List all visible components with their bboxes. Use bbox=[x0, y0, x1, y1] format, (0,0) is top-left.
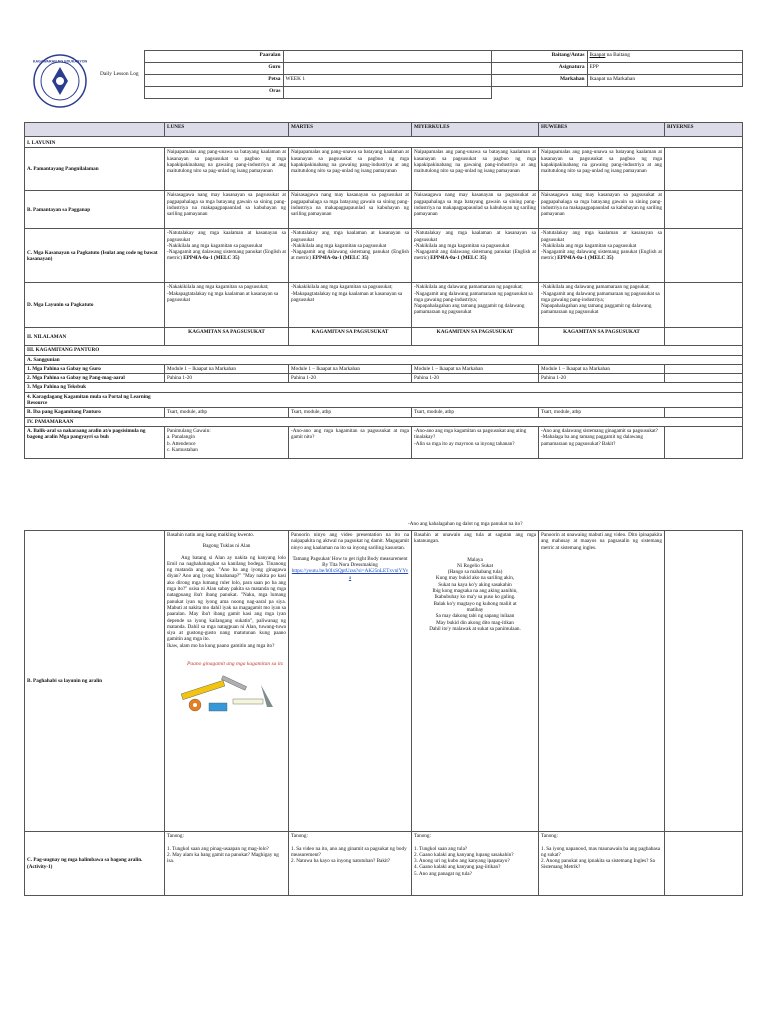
day-header-miyerkules: MIYERKULES bbox=[412, 123, 539, 137]
cell-uugnay-miyerkules: Tanong: 1. Tungkol saan ang tula? 2. Gaano kalaki ang kanyang lupang sasakahin? 3. Anong uri ng kubo ang kanyang ipapatayo? 4. Gaano kalaki ang kanyang pag-iitikan? 5. Ano ang panagat ng tula? bbox=[412, 832, 539, 896]
value-oras bbox=[283, 87, 491, 99]
day-header-lunes: LUNES bbox=[165, 123, 289, 137]
cell-iba-martes: Tsart, module, atbp bbox=[289, 408, 412, 417]
cell-kasanayan-miyerkules: -Natutalakay ang mga kaalaman at kasanayan sa pagsusukat -Nakikilala ang mga kagamitan sa pagsusukat -Nagagamit ang dalawang sistemang panukat (English at metric) EPP4IA-0a-1 (MELC 35) bbox=[412, 229, 539, 283]
cell-pahina-huwebes: Pahina 1-20 bbox=[539, 374, 665, 383]
cell-module-martes: Module 1 – Ikaapat na Markahan bbox=[289, 364, 412, 373]
value-petsa: WEEK 1 bbox=[283, 75, 491, 87]
day-header-blank bbox=[25, 123, 165, 137]
cell-nilalaman-martes: KAGAMITAN SA PAGSUSUKAT bbox=[289, 328, 412, 346]
cell-paghahabi-lunes: Basahin natin ang isang maikling kwento. Bagong Tuklas ni Alan Ang batang si Alan ay nakita ng kanyang lolo Emil na naghahalungkat sa kanilang bodega. Tinanong ng matanda ang apo. "Ano ba ang iyong ginagawa diyan? Ano ang iyong hinahanap?" "May nakita po kasi ako dirong mga lumang ruler lolo, para saan po ba ang mga ito?" usisa ni Alan sabay pakita sa matanda ng mga natagpuang iba't ibang panukat. "Naku, mga lumang panukat iyan ng iyong ama noong nag-aaral pa siya. Mabuti at nakita mo dahil iyak na magagamit mo iyan sa paaralan. May iba't ibang gamit kasi ang mga iyan depende sa iyong kailangang sukatin", paliwanag ng matanda. Dahil sa mga natagpuan ni Alan, tuwang-tuwa siya at gustong-gusto nang matutunan kung paano gamitin ang mga ito. Ikaw, alam mo ba kung paano gamitin ang mga ito? Paano ginagamit ang mga kagamitan sa ito? bbox=[165, 531, 289, 832]
day-header-martes: MARTES bbox=[289, 123, 412, 137]
label-asignatura: Asignatura bbox=[491, 63, 587, 75]
cell-balik-biyernes bbox=[665, 426, 743, 458]
row-label-pag-uugnay: C. Pag-uugnay ng mga halimbawa sa bagong aralin. (Activity-1) bbox=[25, 832, 165, 896]
section-pamamaraan: IV. PAMAMARAAN bbox=[25, 417, 743, 426]
value-asignatura: EPP bbox=[587, 63, 742, 75]
cell-pagganap-martes: Naisasagawa nang may kasanayan sa pagsusukat at pagpapahalaga sa mga batayang gawain sa sining pang-industriya na makapagpapaunlad sa kabuhayan ng sariling pamayanan bbox=[289, 191, 412, 229]
cell-uugnay-martes: Tanong: 1. Sa video na ito, ano ang ginamit sa pagsukat ng body measurement? 2. Natuwa ba kayo sa inyong natutuhan? Bakit? bbox=[289, 832, 412, 896]
row-label-layunin-pagkatuto: D. Mga Layunin sa Pagkatuto bbox=[25, 283, 165, 328]
cell-nilalaman-biyernes bbox=[665, 328, 743, 346]
section-kagamitan: III. KAGAMITANG PANTURO bbox=[25, 346, 743, 355]
cell-module-biyernes bbox=[665, 364, 743, 373]
cell-pagganap-biyernes bbox=[665, 191, 743, 229]
row-label-teksbuk: 3. Mga Pahina ng Teksbuk bbox=[25, 383, 743, 392]
lesson-table bbox=[24, 122, 743, 459]
seal-lettering: KAGAWARAN NG EDUKASYON bbox=[32, 59, 88, 64]
cell-paghahabi-miyerkules: Basahin at unawain ang tula at sagutan ang mga katanungan. Malaya Ni Rogelio Sukat (Hango sa mahabang tula) Kung may bukid ako na sariling akin, Sukat na kaya ko'y aking sasakahin Ibig kong magsaka na ang aking aanihin, Ikabubuhay ko ma'y sa puso ko galing. Balak ko'y magtayo ng kubong maliit at matibay Sa may dakong tabi ng sapang inilaan May bukid din akong dito mag-itikan Dahil ito'y malawak at sukat sa panimulaan. bbox=[412, 531, 539, 832]
cell-nilalaman-lunes: KAGAMITAN SA PAGSUSUKAT bbox=[165, 328, 289, 346]
cell-balik-huwebes: -Ano ang dalawang sistemang ginagamit sa pagsusukat? -Mahalaga ba ang tamang paggamit ng dalawang pamamaraan ng pagsusukat? Bakit? bbox=[539, 426, 665, 458]
label-baitang: Baitang/Antas bbox=[491, 51, 587, 63]
cell-layunin-miyerkules: -Nakikilala ang dalawang pamamaraan ng pagsukat; -Nagagamit ang dalawang pamamaraan ng pagsusukat sa mga gawaing pang-industriya; Napapahalagahan ang tamang paggamit ng dalawang pamamaraan ng pagsusukat bbox=[412, 283, 539, 328]
cell-pahina-miyerkules: Pahina 1-20 bbox=[412, 374, 539, 383]
cell-nilalaman-miyerkules: KAGAMITAN SA PAGSUSUKAT bbox=[412, 328, 539, 346]
story-text: Ang batang si Alan ay nakita ng kanyang lolo Emil na naghahalungkat sa kanilang bodega. Tinanong ng matanda ang apo. "Ano ba ang iyong ginagawa diyan? Ano ang iyong hinahanap?" "May nakita po kasi ako dirong mga lumang ruler lolo, para saan po ba ang mga ito?" usisa ni Alan sabay pakita sa matanda ng mga natagpuang iba't ibang panukat. "Naku, mga lumang panukat iyan ng iyong ama noong nag-aaral pa siya. Mabuti at nakita mo dahil iyak na magagamit mo iyan sa paaralan. May iba't ibang gamit kasi ang mga iyan depende sa iyong kailangang sukatin", paliwanag ng matanda. Dahil sa mga natagpuan ni Alan, tuwang-tuwa siya at gustong-gusto nang matutunan kung paano gamitin ang mga ito. Ikaw, alam mo ba kung paano gamitin ang mga ito? bbox=[167, 554, 286, 649]
row-label-iba-pang: B. Iba pang Kagamitang Panturo bbox=[25, 408, 165, 417]
cell-module-huwebes: Module 1 – Ikaapat na Markahan bbox=[539, 364, 665, 373]
header-table bbox=[24, 50, 743, 99]
row-label-nilalaman: II. NILALAMAN bbox=[25, 328, 165, 346]
cell-pamantayang-lunes: Naipapamalas ang pang-unawa sa batayang kaalaman at kasanayan sa pagsusukat sa pagbuo ng mga kapakipakinabang na gawaing pang-industriya at ang maitutulong nito sa pag-unlad ng isang pamayanan bbox=[165, 148, 289, 191]
section-layunin: I. LAYUNIN bbox=[25, 137, 743, 148]
cell-kasanayan-biyernes bbox=[665, 229, 743, 283]
cell-layunin-martes: -Nakakikilala ang mga kagamitan sa pagsusukat; -Makapagtatalakay ng mga kaalaman at kasanayan sa pagsusukat bbox=[289, 283, 412, 328]
cell-pagganap-huwebes: Naisasagawa nang may kasanayan sa pagsusukat at pagpapahalaga sa mga batayang gawain sa sining pang-industriya na makapagpapaunlad sa kabuhayan ng sariling pamayanan bbox=[539, 191, 665, 229]
cell-pamantayang-huwebes: Naipapamalas ang pang-unawa sa batayang kaalaman at kasanayan sa pagsusukat sa pagbuo ng mga kapakipakinabang na gawaing pang-industriya at ang maitutulong nito sa pag-unlad ng isang pamayanan bbox=[539, 148, 665, 191]
cell-pagganap-miyerkules: Naisasagawa nang may kasanayan sa pagsusukat at pagpapahalaga sa mga batayang gawain sa sining pang-industriya na makapagpapaunlad sa kabuhayan ng sariling pamayanan bbox=[412, 191, 539, 229]
cell-paghahabi-biyernes bbox=[665, 531, 743, 832]
lesson-table-continued bbox=[24, 530, 743, 896]
cell-pamantayang-martes: Naipapamalas ang pang-unawa sa batayang kaalaman at kasanayan sa pagsusukat sa pagbuo ng mga kapakipakinabang na gawaing pang-industriya at ang maitutulong nito sa pag-unlad ng isang pamayanan bbox=[289, 148, 412, 191]
row-label-pamantayang-pangnilalaman: A. Pamantayang Pangnilalaman bbox=[25, 148, 165, 191]
section-sanggunian: A. Sanggunian bbox=[25, 355, 743, 364]
cell-pagganap-lunes: Naisasagawa nang may kasanayan sa pagsusukat at pagpapahalaga sa mga batayang gawain sa sining pang-industriya na makapagpapaunlad sa kabuhayan ng sariling pamayanan bbox=[165, 191, 289, 229]
cell-balik-martes: -Ano-ano ang mga kagamitan sa pagsusukat at mga gamit nito? bbox=[289, 426, 412, 458]
cell-paghahabi-martes: Panoorin ninyo ang video presentation na ito na naipapakita ng aktwal na pagsukat ng damit. Magagamit ninyo ang kaalaman na ito sa inyong sariling kasuotan. Tamang Pagsukat/ How to get right Body measurement By Tita Nora Dressmaking https://youtu.be/h0IxSQptUzss?si=AK25nLETxvnlYYva bbox=[289, 531, 412, 832]
label-oras: Oras bbox=[144, 87, 283, 99]
story-title: Bagong Tuklas ni Alan bbox=[202, 543, 251, 550]
cell-layunin-lunes: -Nakakikilala ang mga kagamitan sa pagsusukat; -Makapagtatalakay ng mga kaalaman at kasanayan sa pagsusukat bbox=[165, 283, 289, 328]
value-baitang: Ikaapat na Baitang bbox=[587, 51, 742, 63]
video-link[interactable]: https://youtu.be/h0IxSQptUzss?si=AK25nLETxvnlYYva bbox=[291, 568, 409, 581]
cell-layunin-huwebes: -Nakikilala ang dalawang pamamaraan ng pagsukat; -Nagagamit ang dalawang pamamaraan ng pagsusukat sa mga gawaing pang-industriya; Napapahalagahan ang tamang paggamit ng dalawang pamamaraan ng pagsusukat bbox=[539, 283, 665, 328]
cell-uugnay-biyernes bbox=[665, 832, 743, 896]
day-header-huwebes: HUWEBES bbox=[539, 123, 665, 137]
row-label-kasanayan: C. Mga Kasanayan sa Pagkatuto (Isulat ang code ng bawat kasanayan) bbox=[25, 229, 165, 283]
cell-nilalaman-huwebes: KAGAMITAN SA PAGSUSUKAT bbox=[539, 328, 665, 346]
cell-pamantayang-miyerkules: Naipapamalas ang pang-unawa sa batayang kaalaman at kasanayan sa pagsusukat sa pagbuo ng mga kapakipakinabang na gawaing pang-industriya at ang maitutulong nito sa pag-unlad ng isang pamayanan bbox=[412, 148, 539, 191]
cell-iba-huwebes: Tsart, module, atbp bbox=[539, 408, 665, 417]
label-paaralan: Paaralan bbox=[144, 51, 283, 63]
cell-iba-miyerkules: Tsart, module, atbp bbox=[412, 408, 539, 417]
doc-title: Daily Lesson Log bbox=[100, 71, 139, 78]
row-label-paghahabi: B. Paghahabi sa layunin ng aralin bbox=[25, 531, 165, 832]
illustration-caption: Paano ginagamit ang mga kagamitan sa ito? bbox=[187, 661, 283, 668]
row-label-gabay-guro: 1. Mga Pahina sa Gabay ng Guro bbox=[25, 364, 165, 373]
cell-pamantayang-biyernes bbox=[665, 148, 743, 191]
cell-kasanayan-lunes: -Natutalakay ang mga kaalaman at kasanayan sa pagsusukat -Nakikilala ang mga kagamitan sa pagsusukat -Nagagamit ang dalawang sistemang panukat (English at metric) EPP4IA-0a-1 (MELC 35) bbox=[165, 229, 289, 283]
day-header-biyernes: BIYERNES bbox=[665, 123, 743, 137]
cell-iba-lunes: Tsart, module, atbp bbox=[165, 408, 289, 417]
label-guro: Guro bbox=[144, 63, 283, 75]
cell-kasanayan-martes: -Natutalakay ang mga kaalaman at kasanayan sa pagsusukat -Nakikilala ang mga kagamitan sa pagsusukat -Nagagamit ang dalawang sistemang panukat (English at metric) EPP4IA-0a-1 (MELC 35) bbox=[289, 229, 412, 283]
cell-module-miyerkules: Module 1 – Ikaapat na Markahan bbox=[412, 364, 539, 373]
cell-pahina-lunes: Pahina 1-20 bbox=[165, 374, 289, 383]
cell-kasanayan-huwebes: -Natutalakay ang mga kaalaman at kasanayan sa pagsusukat -Nakikilala ang mga kagamitan sa pagsusukat -Nagagamit ang dalawang sistemang panukat (English at metric) EPP4IA-0a-1 (MELC 35) bbox=[539, 229, 665, 283]
cell-pahina-biyernes bbox=[665, 374, 743, 383]
cell-balik-lunes: Panimulang Gawain: a. Panalangin b. Attendence c. Kamustahan bbox=[165, 426, 289, 458]
poem-lines: Kung may bukid ako na sariling akin, Sukat na kaya ko'y aking sasakahin Ibig kong magsaka na ang aking aanihin, Ikabubuhay ko ma'y sa puso ko galing. Balak ko'y magtayo ng kubong maliit at matibay Sa may dakong tabi ng sapang inilaan May bukid din akong dito mag-itikan Dahil ito'y malawak at sukat sa panimulaan. bbox=[429, 575, 521, 632]
cell-layunin-biyernes bbox=[665, 283, 743, 328]
cell-paghahabi-huwebes: Panoorin at unawaing mabuti ang video. Dito ipinapakita ang mahusay at maayos na pagsasalin ng sistemang metric at sistemang ingles. bbox=[539, 531, 665, 832]
cell-uugnay-huwebes: Tanong: 1. Sa iyong napanood, mas maunawain ba ang pagbabasa ng sukat? 2. Anong panukat ang ipnakita sa sistemang Ingles? Sa Sistemang Metrik? bbox=[539, 832, 665, 896]
measuring-tools-illustration bbox=[175, 655, 283, 717]
value-paaralan bbox=[283, 51, 491, 63]
cell-iba-biyernes bbox=[665, 408, 743, 417]
value-guro bbox=[283, 63, 491, 75]
cell-module-lunes: Module 1 – Ikaapat na Markahan bbox=[165, 364, 289, 373]
cell-uugnay-lunes: Tanong: 1. Tungkol saan ang pinag-usaapan ng mag-lolo? 2. May alam ka bang gamit na panukat? Maghigay ng isa. bbox=[165, 832, 289, 896]
row-label-portal: 4. Karagdagang Kagamitan mula sa Portal ng Learning Resource bbox=[25, 392, 743, 408]
label-petsa: Petsa bbox=[144, 75, 283, 87]
row-label-balik-aral: A. Balik-aral sa nakaraang aralin at/o pagsisimula ng bagong aralin Mga pangyayri sa buh bbox=[25, 426, 165, 458]
continued-text-miyerkules: -Ano ang kahalagahan ng dalot ng mga panukat na ito? bbox=[408, 521, 523, 527]
cell-pahina-martes: Pahina 1-20 bbox=[289, 374, 412, 383]
label-markahan: Markahan bbox=[491, 75, 587, 87]
row-label-gabay-mag-aaral: 2. Mga Pahina sa Gabay ng Pang-mag-aaral bbox=[25, 374, 165, 383]
value-markahan: Ikaapat na Markahan bbox=[587, 75, 742, 87]
poem-title: Malaya bbox=[467, 556, 483, 563]
cell-balik-miyerkules: -Ano-ano ang mga kagamitan sa pagsusukat ang ating tinalakay? -Alin sa mga ito ay mayroon sa inyong tahanan? bbox=[412, 426, 539, 458]
row-label-pamantayan-pagganap: B. Pamantayan sa Pagganap bbox=[25, 191, 165, 229]
